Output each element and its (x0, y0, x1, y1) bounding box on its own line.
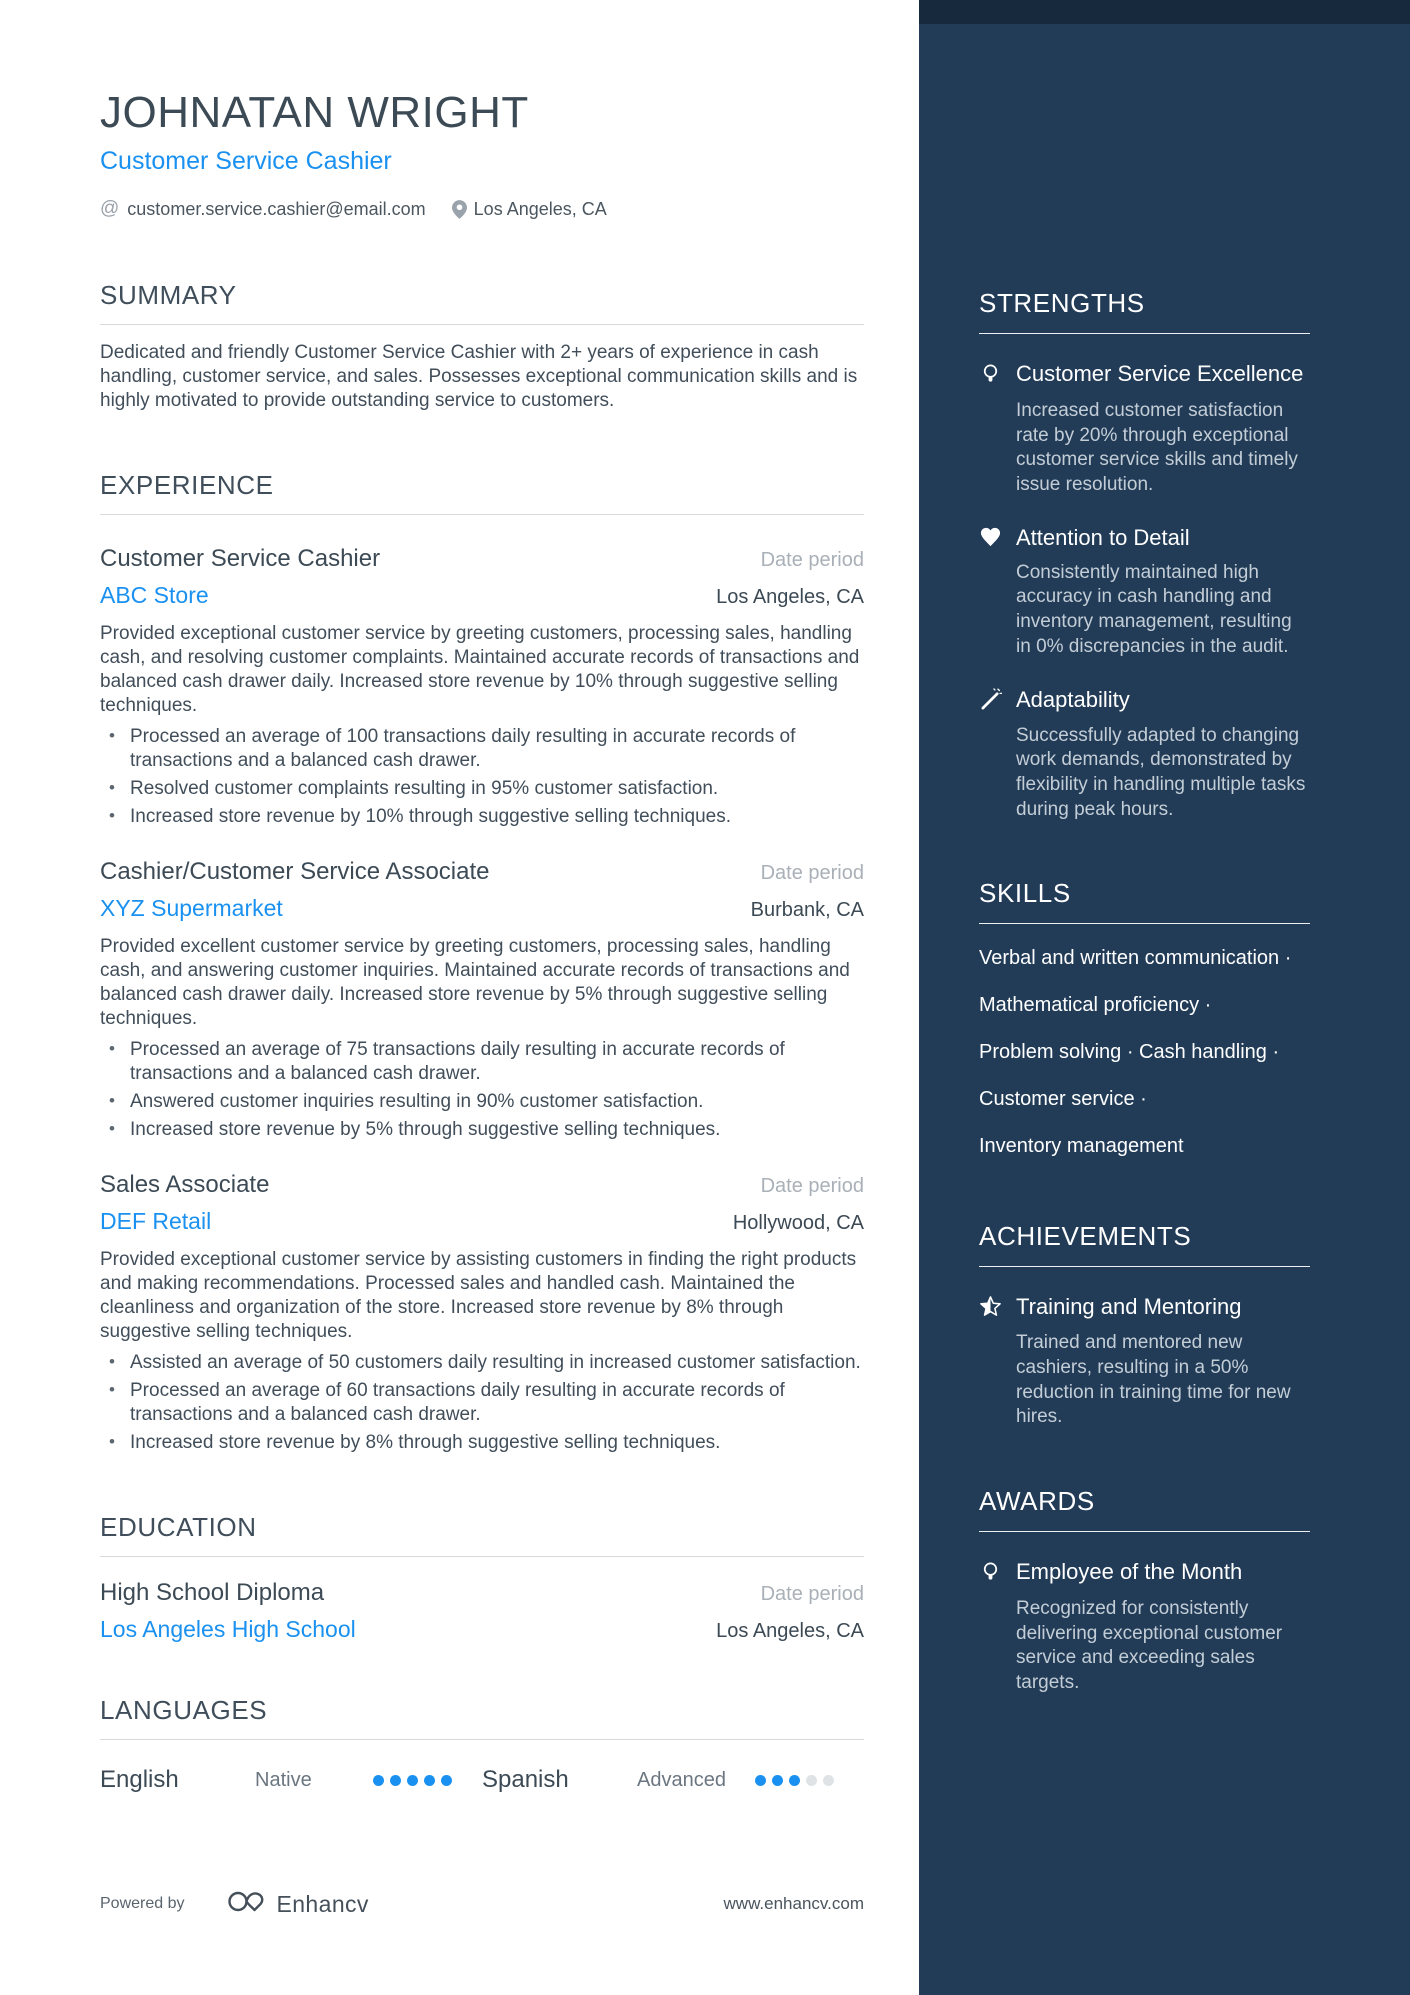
location-item (452, 199, 607, 220)
bullet-item: • Answered customer inquiries resulting in 90% customer satisfaction. (100, 1090, 864, 1114)
bullet-item: • Processed an average of 60 transactions daily resulting in accurate records of transactions and a balanced cash drawer. (100, 1379, 864, 1427)
language-item (100, 1766, 482, 1794)
strengths-heading: STRENGTHS (979, 288, 1310, 334)
language-dots (367, 1775, 452, 1786)
awards-section (979, 1486, 1310, 1696)
languages-section (100, 1695, 864, 1794)
achievement-text: Trained and mentored new cashiers, resulting in a 50% reduction in training time for new hires. (1016, 1332, 1291, 1428)
experience-section (100, 470, 864, 1454)
job-entry (100, 1171, 864, 1454)
skill-item: Verbal and written communication · (979, 947, 1292, 970)
bullet-item: • Resolved customer complaints resulting in 95% customer satisfaction. (100, 777, 864, 801)
job-title: Sales Associate (100, 1171, 270, 1199)
footer (100, 1888, 864, 1920)
skill-item: Mathematical proficiency · (979, 994, 1212, 1017)
award-text: Recognized for consistently delivering exceptional customer service and exceeding sales targets. (1016, 1598, 1283, 1694)
half-star-icon (979, 1293, 1016, 1323)
job-title: Cashier/Customer Service Associate (100, 858, 490, 886)
language-level: Advanced (637, 1768, 726, 1791)
job-entry (100, 858, 864, 1141)
dot-filled (789, 1775, 800, 1786)
strength-item (979, 686, 1310, 823)
strength-text: Successfully adapted to changing work demands, demonstrated by flexibility in handling multiple tasks during peak hours. (1016, 724, 1306, 820)
education-location: Los Angeles, CA (716, 1620, 864, 1643)
website-link[interactable]: www.enhancv.com (723, 1894, 864, 1913)
dot-empty (823, 1775, 834, 1786)
strength-item (979, 524, 1310, 660)
job-description: Provided exceptional customer service by greeting customers, processing sales, handling cash, and resolving customer complaints. Maintained accurate records of transactions and balanced cash drawer daily. Increased store revenue by 10% through suggestive selling techniques. (100, 623, 860, 716)
brand-name: Enhancv (276, 1890, 369, 1917)
strength-text: Increased customer satisfaction rate by 20% through exceptional customer service skills and timely issue resolution. (1016, 400, 1298, 496)
sidebar-top-strip (919, 0, 1410, 24)
powered-by-label: Powered by (100, 1895, 185, 1912)
language-name: English (100, 1766, 179, 1794)
job-entry (100, 545, 864, 828)
job-date: Date period (760, 1175, 864, 1198)
job-bullet-list (100, 1038, 864, 1141)
person-name: JOHNATAN WRIGHT (100, 88, 529, 137)
job-location: Burbank, CA (750, 899, 864, 922)
languages-heading: LANGUAGES (100, 1695, 864, 1740)
location-text: Los Angeles, CA (473, 198, 607, 219)
dot-filled (407, 1775, 418, 1786)
strengths-section (979, 288, 1310, 822)
summary-heading: SUMMARY (100, 280, 864, 325)
achievements-section (979, 1221, 1310, 1430)
bullet-item: • Increased store revenue by 10% through suggestive selling techniques. (100, 805, 864, 829)
contact-row (100, 198, 864, 220)
language-level: Native (255, 1768, 312, 1791)
strength-item (979, 360, 1310, 498)
dot-filled (424, 1775, 435, 1786)
heart-icon (979, 524, 1016, 553)
job-bullet-list (100, 1351, 864, 1454)
bullet-item: • Assisted an average of 50 customers daily resulting in increased customer satisfaction. (100, 1351, 864, 1375)
skill-item: Problem solving · Cash handling · (979, 1041, 1280, 1064)
bullet-item: • Processed an average of 75 transactions daily resulting in accurate records of transactions and a balanced cash drawer. (100, 1038, 864, 1086)
dot-filled (755, 1775, 766, 1786)
magic-wand-icon (979, 686, 1016, 716)
education-heading: EDUCATION (100, 1512, 864, 1557)
summary-text: Dedicated and friendly Customer Service Cashier with 2+ years of experience in cash handling, customer service, and sales. Possesses exceptional communication skills and is highly motivated to provide outstanding service to customers. (100, 342, 858, 411)
job-description: Provided excellent customer service by greeting customers, processing sales, handling cash, and answering customer inquiries. Maintained accurate records of transactions and balanced cash drawer daily. Increased store revenue by 5% through suggestive selling techniques. (100, 936, 850, 1029)
job-location: Los Angeles, CA (716, 586, 864, 609)
school-link[interactable]: Los Angeles High School (100, 1616, 356, 1643)
skills-section (979, 878, 1310, 1159)
dot-filled (390, 1775, 401, 1786)
bullet-item: • Increased store revenue by 8% through suggestive selling techniques. (100, 1431, 864, 1455)
language-item (482, 1766, 864, 1794)
experience-heading: EXPERIENCE (100, 470, 864, 515)
strength-text: Consistently maintained high accuracy in cash handling and inventory management, resulting in 0% discrepancies in the audit. (1016, 561, 1292, 657)
job-date: Date period (760, 549, 864, 572)
language-dots (749, 1775, 834, 1786)
email-item[interactable] (100, 198, 426, 220)
skill-item: Customer service · (979, 1088, 1147, 1111)
skill-item: Inventory management (979, 1135, 1184, 1158)
job-title: Customer Service Cashier (100, 545, 381, 573)
language-name: Spanish (482, 1766, 569, 1794)
company-link[interactable]: ABC Store (100, 582, 209, 609)
email-at-icon: @ (100, 198, 120, 219)
job-bullet-list (100, 725, 864, 828)
education-section (100, 1512, 864, 1643)
education-date: Date period (760, 1583, 864, 1606)
person-title: Customer Service Cashier (100, 147, 392, 175)
infinity-logo-icon (227, 1888, 267, 1920)
languages-row (100, 1766, 864, 1794)
job-description: Provided exceptional customer service by assisting customers in finding the right products and making recommendations. Processed sales and handled cash. Maintained the cleanliness and organization of the store. Increased store revenue by 8% through suggestive selling techniques. (100, 1249, 857, 1342)
dot-filled (373, 1775, 384, 1786)
sidebar (919, 0, 1410, 1995)
lightbulb-icon (979, 360, 1016, 391)
strength-title: Attention to Detail (1016, 524, 1190, 550)
awards-heading: AWARDS (979, 1486, 1310, 1532)
job-location: Hollywood, CA (732, 1212, 864, 1235)
skills-heading: SKILLS (979, 878, 1310, 924)
dot-filled (441, 1775, 452, 1786)
achievement-item (979, 1293, 1310, 1430)
location-pin-icon (452, 200, 467, 219)
job-date: Date period (760, 862, 864, 885)
summary-section (100, 280, 864, 412)
bullet-item: • Increased store revenue by 5% through suggestive selling techniques. (100, 1118, 864, 1142)
award-title: Employee of the Month (1016, 1559, 1243, 1584)
education-entry (100, 1579, 864, 1643)
bullet-item: • Processed an average of 100 transactions daily resulting in accurate records of transactions and a balanced cash drawer. (100, 725, 864, 773)
strength-title: Adaptability (1016, 686, 1130, 712)
achievement-title: Training and Mentoring (1016, 1294, 1242, 1320)
enhancv-logo[interactable] (227, 1888, 369, 1920)
dot-empty (806, 1775, 817, 1786)
award-item (979, 1558, 1310, 1696)
company-link[interactable]: DEF Retail (100, 1208, 212, 1235)
company-link[interactable]: XYZ Supermarket (100, 895, 283, 922)
strength-title: Customer Service Excellence (1016, 361, 1304, 386)
email-text[interactable]: customer.service.cashier@email.com (127, 198, 426, 219)
lightbulb-icon (979, 1558, 1016, 1589)
achievements-heading: ACHIEVEMENTS (979, 1221, 1310, 1267)
dot-filled (772, 1775, 783, 1786)
degree-title: High School Diploma (100, 1579, 325, 1607)
